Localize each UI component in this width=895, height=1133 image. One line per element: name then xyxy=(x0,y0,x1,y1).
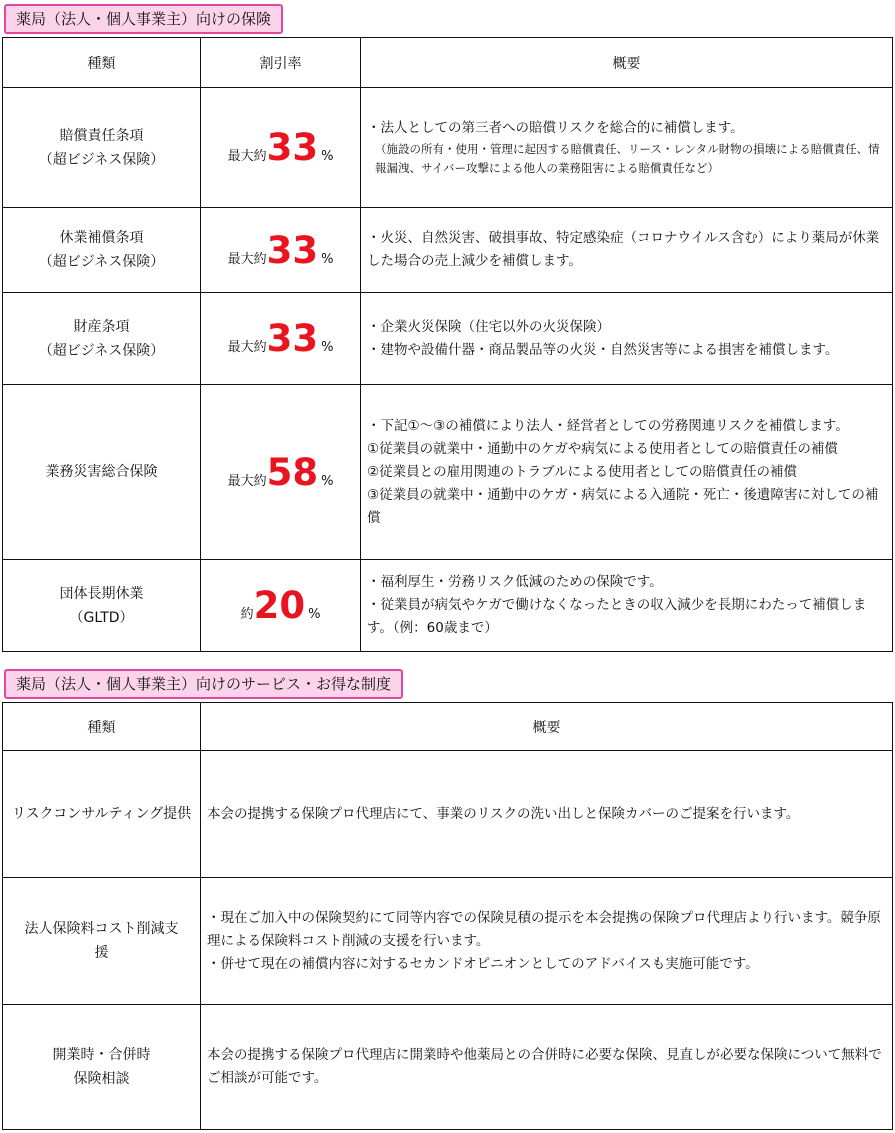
type-cell xyxy=(3,751,201,878)
desc-cell xyxy=(361,88,893,208)
desc-line: ・下記①～③の補償により法人・経営者としての労務関連リスクを補償します。 xyxy=(367,417,849,434)
type-line: リスクコンサルティング提供 xyxy=(11,806,192,822)
type-cell xyxy=(3,878,201,1005)
type-line: 開業時・合併時 xyxy=(52,1047,151,1063)
rate-prefix: 最大約 xyxy=(227,251,267,267)
desc-line: ・建物や設備什器・商品製品等の火災・自然災害等による損害を補償します。 xyxy=(367,341,839,358)
discount-cell xyxy=(201,208,361,293)
table-header-row xyxy=(3,703,893,751)
rate-prefix: 最大約 xyxy=(227,473,267,489)
rate-prefix: 最大約 xyxy=(227,340,267,355)
type-line: 財産条項 xyxy=(73,318,130,335)
rate-suffix: % xyxy=(321,340,334,355)
type-line: 賠償責任条項 xyxy=(59,127,144,144)
rate-suffix: % xyxy=(321,149,334,164)
section1-title: 薬局（法人・個人事業主）向けの保険 xyxy=(4,4,283,34)
desc-line: ①従業員の就業中・通勤中のケガや病気による使用者としての賠償責任の補償 xyxy=(367,440,838,457)
table-row xyxy=(3,293,893,385)
desc-line: ・併せて現在の補償内容に対するセカンドオピニオンとしてのアドバイスも実施可能です。 xyxy=(207,955,759,972)
table-row xyxy=(3,208,893,293)
desc-line: ・従業員が病気やケガで働けなくなったときの収入減少を長期にわたって補償します。（例：60歳まで） xyxy=(367,597,867,636)
discount-cell xyxy=(201,385,361,560)
rate-value: 33 xyxy=(266,317,319,360)
desc-cell xyxy=(361,208,893,293)
type-line: 保険相談 xyxy=(73,1071,130,1087)
type-line: 法人保険料コスト削減支 xyxy=(24,921,179,937)
type-line: 援 xyxy=(94,945,109,961)
table-row xyxy=(3,88,893,208)
table-row xyxy=(3,1005,893,1130)
insurance-table xyxy=(2,37,893,652)
desc-line: 本会の提携する保険プロ代理店に開業時や他薬局との合併時に必要な保険、見直しが必要な保険について無料でご相談が可能です。 xyxy=(207,1047,882,1086)
table-header-row xyxy=(3,38,893,88)
discount-cell xyxy=(201,88,361,208)
rate-value: 20 xyxy=(253,584,306,627)
desc-cell xyxy=(201,751,893,878)
type-cell xyxy=(3,293,201,385)
table-row xyxy=(3,560,893,652)
header-rate: 割引率 xyxy=(201,38,361,88)
services-table xyxy=(2,702,893,1130)
desc-line: ・福利厚生・労務リスク低減のための保険です。 xyxy=(367,574,663,590)
rate-suffix: % xyxy=(308,607,321,622)
desc-line: ・企業火災保険（住宅以外の火災保険） xyxy=(367,318,610,335)
desc-line: ③従業員の就業中・通勤中のケガ・病気による入通院・死亡・後遺障害に対しての補償 xyxy=(367,486,879,526)
rate-prefix: 最大約 xyxy=(227,149,267,164)
header-desc: 概要 xyxy=(361,38,893,88)
rate-value: 58 xyxy=(266,450,319,494)
rate-suffix: % xyxy=(321,473,334,489)
type-cell xyxy=(3,88,201,208)
type-line: （超ビジネス保険） xyxy=(38,254,165,270)
type-line: 休業補償条項 xyxy=(59,230,144,246)
rate-value: 33 xyxy=(266,126,319,169)
table-row xyxy=(3,878,893,1005)
discount-cell xyxy=(201,293,361,385)
desc-cell xyxy=(201,878,893,1005)
type-line: 業務災害総合保険 xyxy=(45,464,158,480)
rate-value: 33 xyxy=(266,228,319,272)
type-line: （GLTD） xyxy=(69,609,134,626)
section2-title: 薬局（法人・個人事業主）向けのサービス・お得な制度 xyxy=(4,669,403,699)
desc-note: （施設の所有・使用・管理に起因する賠償責任、リース・レンタル財物の損壊による賠償責任、情報漏洩、サイバー攻撃による他人の業務阻害による賠償責任など） xyxy=(375,142,880,175)
desc-cell xyxy=(201,1005,893,1130)
desc-line: 本会の提携する保険プロ代理店にて、事業のリスクの洗い出しと保険カバーのご提案を行います。 xyxy=(207,805,800,822)
rate-prefix: 約 xyxy=(240,607,254,622)
type-cell xyxy=(3,385,201,560)
desc-cell xyxy=(361,385,893,560)
header-type: 種類 xyxy=(3,703,201,751)
header-type: 種類 xyxy=(3,38,201,88)
table-row xyxy=(3,385,893,560)
desc-line: ・法人としての第三者への賠償リスクを総合的に補償します。 xyxy=(367,120,744,136)
header-desc: 概要 xyxy=(201,703,893,751)
desc-line: ②従業員との雇用関連のトラブルによる使用者としての賠償責任の補償 xyxy=(367,463,798,480)
table-row xyxy=(3,751,893,878)
rate-suffix: % xyxy=(321,251,334,267)
type-cell xyxy=(3,1005,201,1130)
type-line: 団体長期休業 xyxy=(59,585,144,602)
type-cell xyxy=(3,208,201,293)
type-cell xyxy=(3,560,201,652)
type-line: （超ビジネス保険） xyxy=(38,151,165,168)
type-line: （超ビジネス保険） xyxy=(38,342,165,359)
desc-line: ・現在ご加入中の保険契約にて同等内容での保険見積の提示を本会提携の保険プロ代理店より行います。競争原理による保険料コスト削減の支援を行います。 xyxy=(207,909,881,949)
discount-cell xyxy=(201,560,361,652)
desc-line: ・火災、自然災害、破損事故、特定感染症（コロナウイルス含む）により薬局が休業した場合の売上減少を補償します。 xyxy=(367,230,880,269)
desc-cell xyxy=(361,293,893,385)
desc-cell xyxy=(361,560,893,652)
